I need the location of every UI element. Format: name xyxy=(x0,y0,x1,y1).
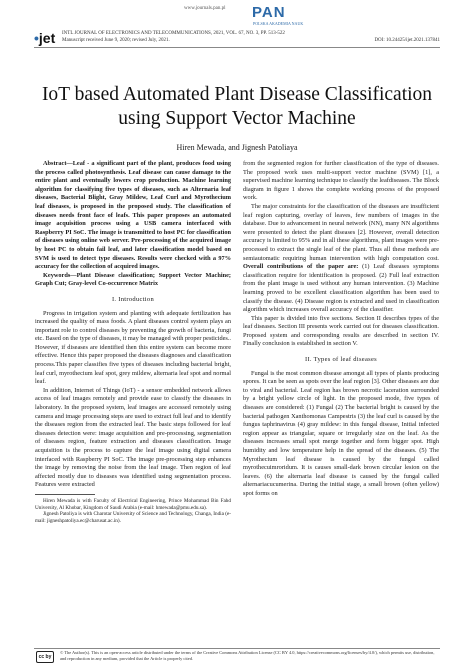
manuscript-dates: Manuscript received June 9, 2020; revised July, 2021. xyxy=(62,38,170,43)
license-notice: © The Author(s). This is an open-access article distributed under the terms of the Creative Commons Attribution License (CC BY 4.0, https://creativecommons.org/licenses/by/4.0/), which permits use, distribution, and reproduction in any medium, provided that the Article is properly cited. xyxy=(60,650,435,661)
footnote-author-1: Hiren Mewada is with Faculty of Electrical Engineering, Prince Mohammad Bin Fahd University, Al Khobar, Kingdom of Saudi Arabia (e-mail: hmewada@pmu.edu.sa). xyxy=(35,497,231,511)
keywords: Keywords—Plant Disease classification; Support Vector Machine; Graph Cut; Gray-level Co-occurrence Matrix xyxy=(35,271,231,288)
body-paragraph-2 xyxy=(243,203,439,315)
header-divider xyxy=(34,47,440,48)
jet-logo-dot-icon: • xyxy=(34,30,39,46)
body-paragraph-2-tail: (1) Leaf diseases symptoms classification require for identification is proposed. (2) Full leaf extraction from the plant image is used without any human intervention. (3) Machine learning proved to be excellent classification algorithm has been used to classify the disease. (4) Disease region is extracted and used in classification algorithm which increases overall accuracy of the classifier. xyxy=(243,263,439,314)
doi[interactable]: DOI: 10.24425/ijet.2021.137841 xyxy=(374,38,440,43)
jet-logo-text: jet xyxy=(38,30,56,46)
paper-authors: Hiren Mewada, and Jignesh Patoliaya xyxy=(176,143,298,152)
pan-logo-subtitle: POLSKA AKADEMIA NAUK xyxy=(253,21,304,26)
right-column xyxy=(243,160,439,499)
body-paragraph-1: from the segmented region for further classification of the type of diseases. The proposed work uses multi-support vector machine (SVM) [1], a supervised machine learning technique to classify the leafdiseases. The Block diagram in figure 1 shows the complete working process of the proposed work. xyxy=(243,160,439,202)
creative-commons-icon[interactable]: cc by xyxy=(36,651,54,663)
abstract: Abstract—Leaf - a significant part of the plant, produces food using the process called photosynthesis. Leaf disease can cause damage to the entire plant and eventually lowers crop production. Machine learning algorithm for classifying five types of diseases, such as Alternaria leaf diseases, Bacterial Blight, Gray Mildew, Leaf Curl and Myrothecium leaf diseases, is proposed in the proposed study. The classification of diseases needs front face of leafs. This paper proposes an automated image acquisition process using a USB camera interfaced with Raspberry PI SoC. The image is transmitted to host PC for classification of diseases using online web server. Pre-processing of the acquired image by host PC to obtain fail leaf, and later classification model based on SVM is used to detect type diseases. Results were checked with a 97% accuracy for the collection of acquired images. xyxy=(35,160,231,271)
journal-name: INTL JOURNAL OF ELECTRONICS AND TELECOMMUNICATIONS, 2021, VOL. 67, NO. 3, PP. 513-522 xyxy=(62,31,285,36)
contributions-heading: Overall contributions of the paper are: xyxy=(243,263,359,271)
footnote-author-2: Jignesh Patoliya is with Charotar University of Science and Technology, Changa, India (e-mail: jigneshpatoliya.ec@charusat.ac.in). xyxy=(35,511,231,524)
footer-divider xyxy=(34,648,440,649)
section-heading-leaf-diseases: II. Types of leaf diseases xyxy=(304,356,378,364)
body-paragraph-4: Fungal is the most common disease amongst all types of plants producing spores. It can be seen as spots over the leaf region [3]. Other diseases are due to viral and bacterial. Leaf region has brown necrotic laceration surrounded by a bright yellow circle of light. In the proposed mode, five types of diseases are considered: (1) Fungal (2) The bacterial bright is caused by the bacterial pathogen Xanthomonas Campestris (3) the leaf curl is caused by the fungus taphrinavirus (4) gray mildew: in this fungal disease, Initial infected region appear as triangular, square or irregularly size on the leaf. As the diseases increases small spot merge together and form bigger spot. High humidity and low temperature help in the spread of the diseases. (5) The Myrothecium leaf disease is caused by the fungal called myrothecuimroridum. It is causes small-dark brown circular lesion on the leaves. (6) the alternaria leaf disease is caused by the fungal called alternariacucumerina. During the initial stage, a small brown (often yellow) spot forms on xyxy=(243,369,439,497)
intro-paragraph-1: Progress in irrigation system and planting with adequate fertilization has increased the quality of mass foods. A plant diseases control system plays an important role to control diseases by preventing the growth of bacteria, fungi etc. Based on the type of diseases, it may be managed with proper pesticides.. However, if diseases are identified then this entire system can become more effective. Hence this paper proposed the diseases diagnoses and classification process.This paper classifies five types of diseases including bacterial bright, leaf curl, myrothecium leaf spot, grey mildew, alternaria leaf spot and normal leaf. xyxy=(35,309,231,386)
body-paragraph-3: This paper is divided into five sections. Section II describes types of the leaf diseases. Section III presents work carried out for diseases classification. Proposed system and corresponding results are described in section IV. Finally conclusion is established in section V. xyxy=(243,314,439,348)
jet-logo xyxy=(34,30,55,46)
pan-logo: PAN xyxy=(252,4,286,21)
footnote-divider xyxy=(35,494,95,495)
left-column xyxy=(35,160,231,524)
journal-masthead xyxy=(34,4,440,52)
paper-title: IoT based Automated Plant Disease Classification using Support Vector Machine xyxy=(41,84,433,129)
section-heading-introduction: I. Introduction xyxy=(111,295,155,303)
intro-paragraph-2: In addition, Internet of Things (IoT) - a sensor embedded network allows access of leaf images remotely and provide ease to classify the diseases in laboratory. In the proposed system, leaf images are accessed remotely using camera and image processing steps are used to extract full leaf and to identify the diseases region from the extracted leaf. The basic steps followed for leaf diseases detection were: image acquisition and pre-processing, segmentation of diseases region, feature extraction and diseases classification. Image acquisition is the process to capture the leaf image using digital camera interfaced with Raspberry PI SoC. The image pre-processing step enhances the image by removing the noise from the leaf image. Then region of leaf affected mostly due to diseases was identified using segmentation process. Features were extracted xyxy=(35,386,231,489)
journal-url[interactable]: www.journals.pan.pl xyxy=(184,6,226,11)
body-paragraph-2-main: The major constraints for the classification of the diseases are insufficient leaf region capturing, overlay of leaves, few numbers of images in the database. Due to advancement in neural network (NN), many NN algorithms were presented to detect the plant diseases [2]. However, overall detection accuracy is limited to 95% and in all these algorithms, plant images were pre-processed to extract the single leaf of the plant. Thus all these methods are semiautomatic requiring human intervention with high computation cost. xyxy=(243,202,439,262)
